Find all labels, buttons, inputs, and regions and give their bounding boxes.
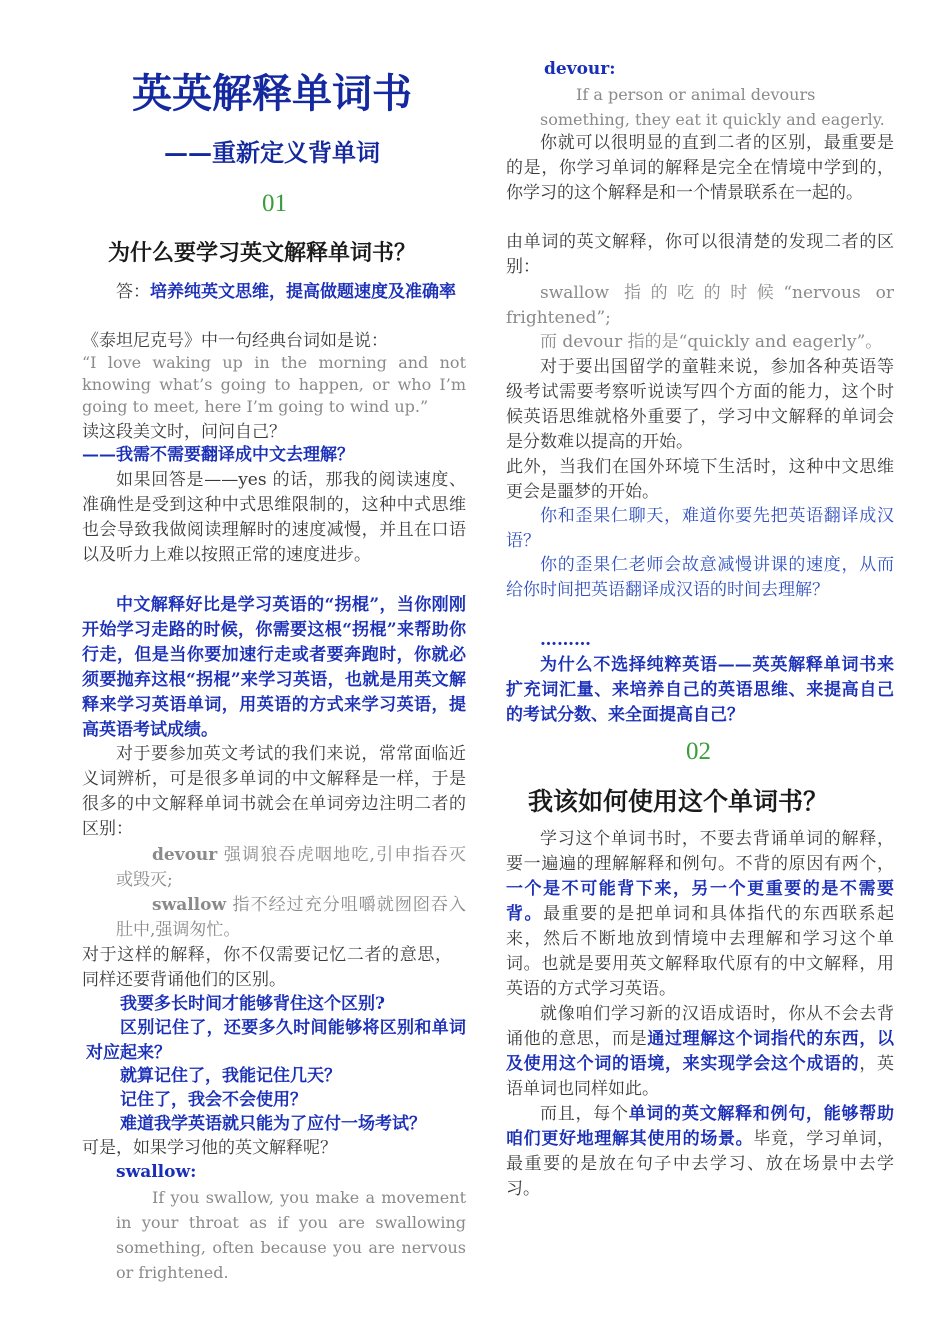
ask-self: 读这段美文时，问问自己？	[82, 422, 286, 442]
question-5: 难道我学英语就只能为了应付一场考试？	[120, 1114, 426, 1134]
para-abroad: 对于要出国留学的童鞋来说，参加各种英语等级考试需要考察听说读写四个方面的能力，这个时候英语思维就格外重要了，学习中文解释的单词会是分数难以提高的开始。	[506, 357, 894, 452]
question-3: 就算记住了，我能记住几天？	[120, 1066, 341, 1086]
para-chat: 你和歪果仁聊天，难道你要先把英语翻译成汉语？	[506, 506, 894, 551]
titanic-quote: “I love waking up in the morning and not knowing what’s going to happen, or who I’m going to meet, here I’m going to wind up.”	[82, 353, 466, 416]
para-why: 为什么不选择纯粹英语——英英解释单词书来扩充词汇量、来培养自己的英语思维、来提高自己的考试分数、来全面提高自己？	[506, 655, 894, 725]
devour-cn: devour 强调狼吞虎咽地吃,引申指吞灭或毁灭;	[116, 845, 466, 890]
answer: 答：培养纯英文思维，提高做题速度及准确率	[116, 282, 456, 302]
usage-para-2: 就像咱们学习新的汉语成语时，你从不会去背诵他的意思，而是通过理解这个词指代的东西，以及使用这个词的语境，来实现学会这个成语的，英语单词也同样如此。	[506, 1004, 895, 1099]
swallow-note: swallow 指的吃的时候“nervous or frightened”;	[506, 283, 894, 328]
page-title: 英英解释单词书	[132, 70, 412, 117]
para-yes: 如果回答是——yes 的话，那我的阅读速度、准确性是受到这种中式思维限制的，这种中式思维也会导致我做阅读理解时的速度减慢，并且在口语以及听力上难以按照正常的速度进步。	[82, 470, 466, 565]
section-number-01: 01	[262, 190, 287, 217]
para-diff: 你就可以很明显的直到二者的区别，最重要是的是，你学习单词的解释是完全在情境中学到的，你学习的这个解释是和一个情景联系在一起的。	[506, 133, 894, 203]
para-crutch: 中文解释好比是学习英语的“拐棍”，当你刚刚开始学习走路的时候，你需要这根“拐棍”来帮助你行走，但是当你要加速行走或者要奔跑时，你就必须要抛弃这根“拐棍”来学习英语，也就是用英文解释来学习英语单词，用英语的方式来学习英语，提高英语考试成绩。	[82, 595, 466, 740]
para-exam: 对于要参加英文考试的我们来说，常常面临近义词辨析，可是很多单词的中文解释是一样，于是很多的中文解释单词书就会在单词旁边注明二者的区别：	[82, 744, 466, 839]
para-nightmare: 此外，当我们在国外环境下生活时，这种中文思维更会是噩梦的开始。	[506, 457, 894, 502]
key-question: ——我需不需要翻译成中文去理解？	[82, 445, 354, 465]
devour-en-definition: If a person or animal devours something, they eat it quickly and eagerly.	[540, 85, 885, 129]
devour-note: 而 devour 指的是“quickly and eagerly”。	[540, 332, 883, 352]
para-slow: 你的歪果仁老师会故意减慢讲课的速度，从而给你时间把英语翻译成汉语的时间去理解？	[506, 555, 894, 600]
section-1-heading: 为什么要学习英文解释单词书？	[108, 240, 417, 266]
para-find: 由单词的英文解释，你可以很清楚的发现二者的区别：	[506, 232, 894, 277]
usage-para-3: 而且，每个单词的英文解释和例句，能够帮助咱们更好地理解其使用的场景。毕竟，学习单词，最重要的是放在句子中去学习、放在场景中去学习。	[506, 1104, 895, 1199]
section-number-02: 02	[686, 738, 711, 765]
page-subtitle: ——重新定义背单词	[164, 138, 380, 167]
swallow-en-word: swallow:	[116, 1162, 197, 1182]
swallow-cn: swallow 指不经过充分咀嚼就囫囵吞入肚中,强调匆忙。	[116, 895, 466, 940]
swallow-en-definition: If you swallow, you make a movement in your throat as if you are swallowing something, often because you are nervous or frightened.	[116, 1188, 466, 1282]
section-2-heading: 我该如何使用这个单词书？	[528, 787, 829, 816]
usage-para-1: 学习这个单词书时，不要去背诵单词的解释，要一遍遍的理解解释和例句。不背的原因有两个，一个是不可能背下来，另一个更重要的是不需要背。最重要的是把单词和具体指代的东西联系起来，然后不断地放到情境中去理解和学习这个单词。也就是要用英文解释取代原有的中文解释，用英语的方式学习英语。	[506, 829, 895, 999]
para-memory: 对于这样的解释，你不仅需要记忆二者的意思，同样还要背诵他们的区别。	[82, 945, 452, 990]
para-but: 可是，如果学习他的英文解释呢？	[82, 1138, 337, 1158]
question-4: 记住了，我会不会使用？	[120, 1090, 307, 1110]
devour-en-word: devour:	[544, 59, 616, 79]
question-1: 我要多长时间才能够背住这个区别?	[120, 994, 385, 1014]
ellipsis: ………	[540, 630, 591, 650]
question-2: 区别记住了，还要多久时间能够将区别和单词对应起来？	[86, 1018, 466, 1063]
quote-intro: 《泰坦尼克号》中一句经典台词如是说：	[82, 331, 388, 351]
